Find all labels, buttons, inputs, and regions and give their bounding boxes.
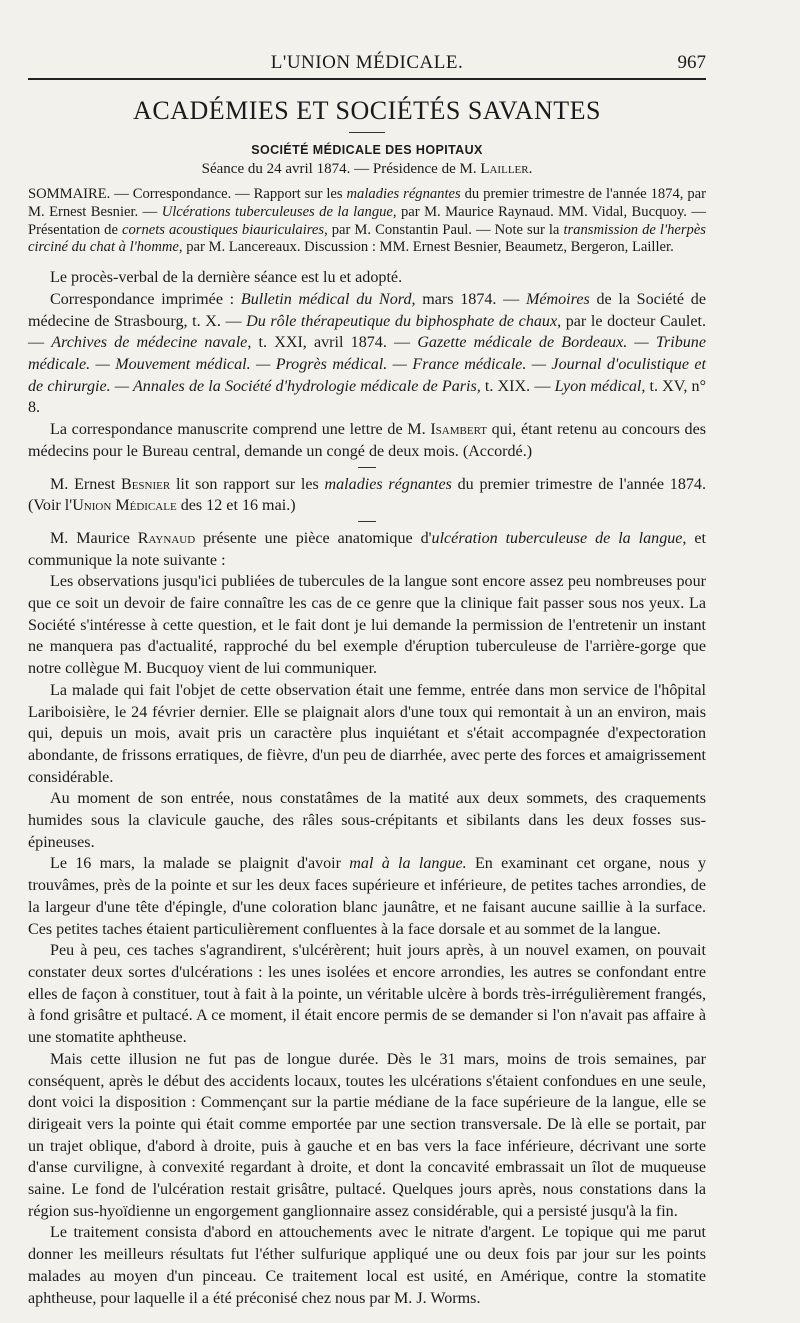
- separator-rule: [358, 467, 376, 468]
- running-title: L'UNION MÉDICALE.: [270, 52, 464, 73]
- paragraph: Peu à peu, ces taches s'agrandirent, s'ulcérèrent; huit jours après, à un nouvel examen, on pouvait constater deux sortes d'ulcérations : les unes isolées et encore arrondies, les autres se confondant entre elles de façon à constituer, tout à fait à la pointe, un véritable ulcère à bords très-irrégulièrement frangés, à fond grisâtre et pultacé. A ce moment, il était encore permis de se demander si l'on n'avait pas affaire à une stomatite aphtheuse.: [28, 942, 706, 1047]
- society-name: SOCIÉTÉ MÉDICALE DES HOPITAUX: [251, 143, 483, 157]
- session-line: Séance du 24 avril 1874. — Présidence de M. Lailler.: [201, 161, 533, 177]
- paragraph: Le traitement consista d'abord en attouchements avec le nitrate d'argent. Le topique qui me parut donner les meilleurs résultats fut l'éther sulfurique appliqué une ou deux fois par jour sur les points malades au moyen d'un pinceau. Ce traitement local est usité, en Amérique, contre la stomatite aphtheuse, pour laquelle il a été préconisé chez nous par M. J. Worms.: [28, 1224, 706, 1307]
- summary-block: SOMMAIRE. — Correspondance. — Rapport sur les maladies régnantes du premier trimestre de l'année 1874, par M. Ernest Besnier. — Ulcérations tuberculeuses de la langue, par M. Maurice Raynaud. MM. Vidal, Bucquoy. — Présentation de cornets acoustiques biauriculaires, par M. Constantin Paul. — Note sur la transmission de l'herpès circiné du chat à l'homme, par M. Lancereaux. Discussion : MM. Ernest Besnier, Beaumetz, Bergeron, Lailler.: [28, 186, 706, 256]
- paragraph: Le 16 mars, la malade se plaignit d'avoir mal à la langue. En examinant cet organe, nous y trouvâmes, près de la pointe et sur les deux faces supérieure et inférieure, de petites taches arrondies, de la largeur d'une tête d'épingle, d'une coloration blanc jaunâtre, et ne faisant aucune saillie à la surface. Ces petites taches étaient particulièrement confluentes à la face dorsale et au sommet de la langue.: [28, 855, 706, 938]
- paragraph: Les observations jusqu'ici publiées de tubercules de la langue sont encore assez peu nombreuses pour que ce soit un devoir de faire connaître les cas de ce genre que la clinique fait passer sous nos yeux. La Société s'intéresse à cette question, et le fait dont je lui demande la permission de l'entretenir un instant ne manquera pas d'actualité, rapproché du bel exemple d'éruption tuberculeuse de l'arrière-gorge que notre collègue M. Bucquoy vient de lui communiquer.: [28, 573, 706, 678]
- paragraph: Correspondance imprimée : Bulletin médical du Nord, mars 1874. — Mémoires de la Société de médecine de Strasbourg, t. X. — Du rôle thérapeutique du biphosphate de chaux, par le docteur Caulet. — Archives de médecine navale, t. XXI, avril 1874. — Gazette médicale de Bordeaux. — Tribune médicale. — Mouvement médical. — Progrès médical. — France médicale. — Journal d'oculistique et de chirurgie. — Annales de la Société d'hydrologie médicale de Paris, t. XIX. — Lyon médical, t. XV, n° 8.: [28, 290, 707, 417]
- paragraph: Le procès-verbal de la dernière séance est lu et adopté.: [50, 269, 403, 287]
- paragraph: La correspondance manuscrite comprend une lettre de M. Isambert qui, étant retenu au concours des médecins pour le Bureau central, demande un congé de deux mois. (Accordé.): [28, 421, 706, 460]
- page-number: 967: [677, 52, 706, 73]
- header-rule: [28, 78, 706, 80]
- paragraph: M. Maurice Raynaud présente une pièce anatomique d'ulcération tuberculeuse de la langue, et communique la note suivante :: [28, 529, 706, 569]
- article-body: [28, 267, 706, 1309]
- president-name: Lailler: [480, 161, 529, 177]
- section-title: ACADÉMIES ET SOCIÉTÉS SAVANTES: [133, 96, 601, 125]
- paragraph: Mais cette illusion ne fut pas de longue durée. Dès le 31 mars, moins de trois semaines, par conséquent, après le début des accidents locaux, toutes les ulcérations s'étaient confondues en une seule, dont voici la disposition : Commençant sur la partie médiane de la face supérieure de la langue, elle se dirigeait vers la pointe qui était comme emportée par une section transversale. De là elle se portait, par un trajet oblique, d'abord à droite, puis à gauche et en bas vers la face inférieure, décrivant une sorte d'anse curviligne, à convexité regardant à droite, et dont la concavité embrassait un îlot de muqueuse saine. Le fond de l'ulcération restait grisâtre, pultacé. Quelques jours après, nous constations dans la région sus-hyoïdienne un engorgement ganglionnaire assez considérable, qui a persisté jusqu'à la fin.: [28, 1050, 706, 1220]
- paragraph: Au moment de son entrée, nous constatâmes de la matité aux deux sommets, des craquements humides sous la clavicule gauche, des râles sous-crépitants et sibilants dans les deux fosses sus-épineuses.: [28, 790, 706, 851]
- paragraph: La malade qui fait l'objet de cette observation était une femme, entrée dans mon service de l'hôpital Lariboisière, le 24 février dernier. Elle se plaignait alors d'une toux qui remontait à un an environ, mais qui, depuis un mois, avait pris un caractère plus inquiétant et s'était accompagnée d'expectoration abondante, de frissons erratiques, de fièvre, d'un peu de diarrhée, avec perte des forces et amaigrissement considérable.: [28, 681, 706, 786]
- separator-rule: [358, 521, 376, 522]
- running-header: [28, 46, 706, 78]
- paragraph: M. Ernest Besnier lit son rapport sur les maladies régnantes du premier trimestre de l'année 1874. (Voir l'Union Médicale des 12 et 16 mai.): [28, 475, 706, 515]
- title-rule: [349, 132, 385, 133]
